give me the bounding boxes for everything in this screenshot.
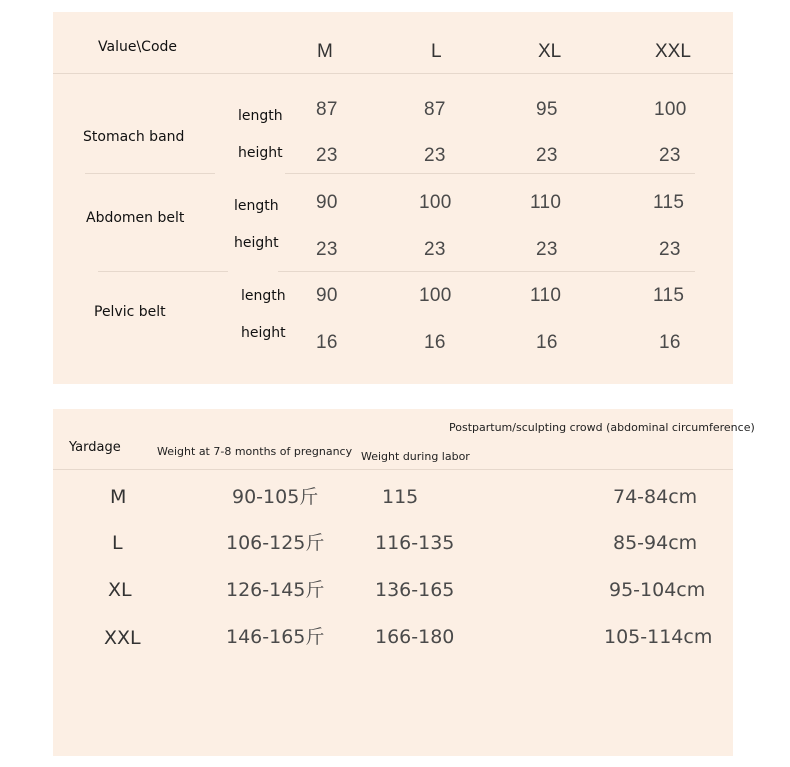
size-header-m: M bbox=[317, 41, 333, 62]
cell-value: 90 bbox=[316, 192, 338, 213]
size-label: XXL bbox=[104, 627, 141, 649]
size-header-xxl: XXL bbox=[655, 41, 691, 62]
labor-weight: 116-135 bbox=[375, 532, 455, 554]
labor-weight: 136-165 bbox=[375, 579, 455, 601]
size-label: L bbox=[112, 532, 123, 554]
sub-label-length: length bbox=[241, 288, 286, 304]
header-yardage: Yardage bbox=[69, 440, 121, 455]
pregnancy-weight: 106-125斤 bbox=[226, 532, 325, 554]
labor-weight: 166-180 bbox=[375, 626, 455, 648]
header-postpartum: Postpartum/sculpting crowd (abdominal circumference) bbox=[449, 421, 755, 434]
size-label: XL bbox=[108, 579, 132, 601]
row-divider bbox=[278, 271, 695, 272]
row-divider bbox=[85, 173, 215, 174]
cell-value: 115 bbox=[653, 192, 685, 213]
labor-weight: 115 bbox=[382, 486, 419, 508]
cell-value: 23 bbox=[424, 145, 446, 166]
row-divider bbox=[285, 173, 695, 174]
pregnancy-weight: 146-165斤 bbox=[226, 626, 325, 648]
row-label-abdomen-belt: Abdomen belt bbox=[86, 210, 185, 226]
cell-value: 87 bbox=[316, 99, 338, 120]
size-header-l: L bbox=[431, 41, 442, 62]
row-label-pelvic-belt: Pelvic belt bbox=[94, 304, 166, 320]
pregnancy-weight: 126-145斤 bbox=[226, 579, 325, 601]
header-weight-labor: Weight during labor bbox=[361, 450, 470, 463]
postpartum-circumference: 105-114cm bbox=[604, 626, 713, 648]
sub-label-length: length bbox=[238, 108, 283, 124]
size-measurement-table bbox=[53, 12, 733, 384]
cell-value: 23 bbox=[316, 239, 338, 260]
postpartum-circumference: 85-94cm bbox=[613, 532, 698, 554]
corner-cutout bbox=[733, 695, 790, 767]
row-label-stomach-band: Stomach band bbox=[83, 129, 185, 145]
cell-value: 16 bbox=[424, 332, 446, 353]
cell-value: 23 bbox=[536, 145, 558, 166]
cell-value: 90 bbox=[316, 285, 338, 306]
header-divider bbox=[53, 469, 733, 470]
cell-value: 115 bbox=[653, 285, 685, 306]
cell-value: 23 bbox=[424, 239, 446, 260]
cell-value: 23 bbox=[659, 239, 681, 260]
postpartum-circumference: 74-84cm bbox=[613, 486, 698, 508]
cell-value: 23 bbox=[659, 145, 681, 166]
size-header-xl: XL bbox=[538, 41, 562, 62]
postpartum-circumference: 95-104cm bbox=[609, 579, 706, 601]
cell-value: 23 bbox=[536, 239, 558, 260]
cell-value: 100 bbox=[419, 192, 452, 213]
size-label: M bbox=[110, 486, 127, 508]
cell-value: 23 bbox=[316, 145, 338, 166]
sub-label-length: length bbox=[234, 198, 279, 214]
cell-value: 95 bbox=[536, 99, 558, 120]
header-divider bbox=[53, 73, 733, 74]
cell-value: 100 bbox=[654, 99, 687, 120]
cell-value: 100 bbox=[419, 285, 452, 306]
cell-value: 110 bbox=[530, 192, 562, 213]
sub-label-height: height bbox=[238, 145, 283, 161]
cell-value: 87 bbox=[424, 99, 446, 120]
sub-label-height: height bbox=[234, 235, 279, 251]
cell-value: 110 bbox=[530, 285, 562, 306]
header-weight-pregnancy: Weight at 7-8 months of pregnancy bbox=[157, 445, 353, 458]
corner-header: Value\Code bbox=[98, 39, 178, 55]
cell-value: 16 bbox=[536, 332, 558, 353]
pregnancy-weight: 90-105斤 bbox=[232, 486, 319, 508]
cell-value: 16 bbox=[659, 332, 681, 353]
sub-label-height: height bbox=[241, 325, 286, 341]
row-divider bbox=[98, 271, 228, 272]
cell-value: 16 bbox=[316, 332, 338, 353]
